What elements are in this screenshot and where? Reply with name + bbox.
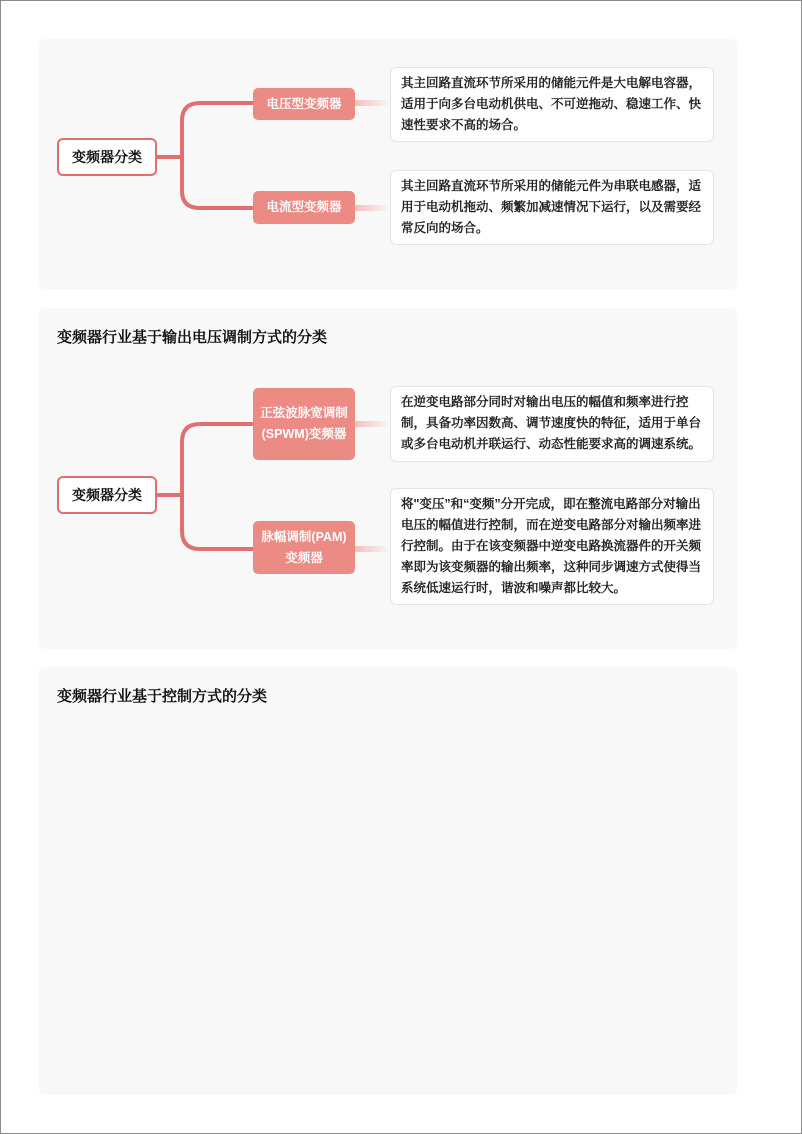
- section-1-panel: [39, 39, 737, 290]
- branch-node-pam: 脉幅调制(PAM)变频器: [253, 521, 355, 574]
- section-3-panel: [39, 667, 737, 1095]
- section-2-panel: [39, 308, 737, 649]
- branch-description: 将"变压”和“变频”分开完成，即在整流电路部分对输出电压的幅值进行控制，而在逆变电路部分对输出频率进行控制。由于在该变频器中逆变电路换流器件的开关频率即为该变频器的输出频率，这种同步调速方式使得当系统低速运行时，谐波和噪声都比较大。: [390, 488, 714, 605]
- root-node: 变频器分类: [57, 476, 157, 514]
- section-title: 变频器行业基于控制方式的分类: [57, 688, 268, 705]
- branch-description: 其主回路直流环节所采用的储能元件是大电解电容器，适用于向多台电动机供电、不可逆拖动、稳速工作、快速性要求不高的场合。: [390, 67, 714, 142]
- branch-description: 其主回路直流环节所采用的储能元件为串联电感器，适用于电动机拖动、频繁加减速情况下运行，以及需要经常反向的场合。: [390, 170, 714, 245]
- branch-node-current-type: 电流型变频器: [253, 191, 355, 224]
- branch-node-spwm: 正弦波脉宽调制(SPWM)变频器: [253, 388, 355, 460]
- section-title: 变频器行业基于输出电压调制方式的分类: [57, 329, 328, 346]
- branch-node-voltage-type: 电压型变频器: [253, 88, 355, 120]
- branch-description: 在逆变电路部分同时对输出电压的幅值和频率进行控制，具备功率因数高、调节速度快的特征，适用于单台或多台电动机并联运行、动态性能要求高的调速系统。: [390, 386, 714, 462]
- root-node: 变频器分类: [57, 138, 157, 176]
